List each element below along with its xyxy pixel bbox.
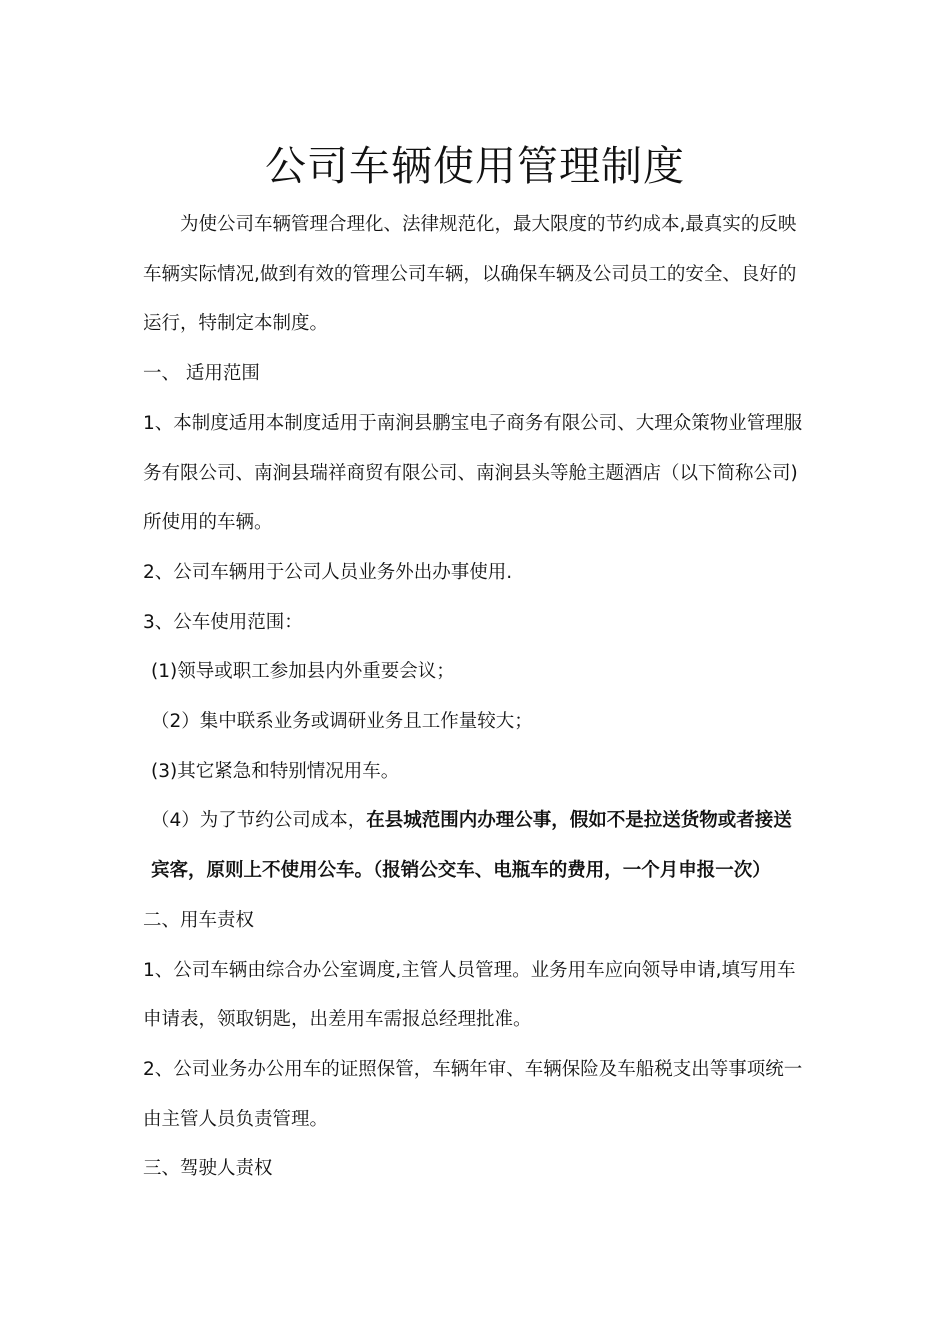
- scope-sub-item-1: (1)领导或职工参加县内外重要会议；: [151, 661, 455, 683]
- section-heading-driver: 三、驾驶人责权: [143, 1158, 273, 1180]
- section-heading-rights: 二、用车责权: [143, 909, 255, 931]
- document-body: [143, 200, 809, 1194]
- section-heading-scope: 一、 适用范围: [143, 363, 260, 385]
- scope-sub-item-2: （2）集中联系业务或调研业务且工作量较大；: [151, 711, 533, 733]
- rights-item-1: 1、公司车辆由综合办公室调度,主管人员管理。业务用车应向领导申请,填写用车申请表，领取钥匙，出差用车需报总经理批准。: [143, 959, 796, 1031]
- scope-item-3: 3、公车使用范围：: [143, 611, 303, 633]
- scope-sub-item-4-plain: （4）为了节约公司成本，: [151, 810, 367, 832]
- scope-sub-item-4: [143, 796, 809, 895]
- document-title: 公司车辆使用管理制度: [265, 142, 685, 190]
- scope-item-1: 1、本制度适用本制度适用于南涧县鹏宝电子商务有限公司、大理众策物业管理服务有限公司、南涧县瑞祥商贸有限公司、南涧县头等舱主题酒店（以下简称公司)所使用的车辆。: [143, 412, 803, 534]
- rights-item-2: 2、公司业务办公用车的证照保管，车辆年审、车辆保险及车船税支出等事项统一由主管人员负责管理。: [143, 1058, 803, 1130]
- scope-sub-item-3: (3)其它紧急和特别情况用车。: [151, 760, 400, 782]
- intro-paragraph: 为使公司车辆管理合理化、法律规范化，最大限度的节约成本,最真实的反映车辆实际情况,做到有效的管理公司车辆，以确保车辆及公司员工的安全、良好的运行，特制定本制度。: [143, 214, 797, 335]
- scope-sub-item-4-bold: 在县城范围内办理公事，假如不是拉送货物或者接送宾客，原则上不使用公车。（报销公交车、电瓶车的费用，一个月申报一次）: [151, 810, 792, 882]
- scope-item-2: 2、公司车辆用于公司人员业务外出办事使用.: [143, 561, 513, 583]
